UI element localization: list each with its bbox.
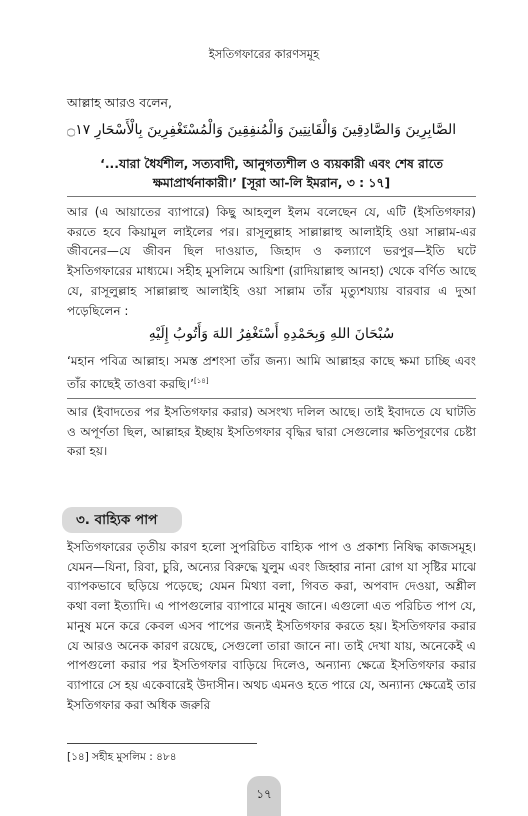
footnote-divider xyxy=(67,743,257,744)
running-head: ইসতিগফারের কারণসমূহ xyxy=(208,47,320,61)
divider xyxy=(67,398,476,399)
paragraph-4: ইসতিগফারের তৃতীয় কারণ হলো সুপরিচিত বাহ্যিক পাপ ও প্রকাশ্য নিষিদ্ধ কাজসমূহ। যেমন—যিনা, রিবা, চুরি, অন্যের বিরুদ্ধে যুলুম এবং জিহ্বার নানা রোগ যা সৃষ্টির মাঝে ব্যাপকভাবে ছড়িয়ে পড়েছে; যেমন মিথ্যা বলা, গিবত করা, অপবাদ দেওয়া, অশ্লীল কথা বলা ইত্যাদি। এ পাপগুলোর ব্যাপারে মানুষ জানে। এগুলো এত পরিচিত পাপ যে, মানুষ মনে করে কেবল এসব পাপের জন্যই ইসতিগফার করতে হয়। ইসতিগফার করার যে আরও অনেক কারণ রয়েছে, সেগুলো তারা জানে না। তাই দেখা যায়, অনেকেই এ পাপগুলো করার পর ইসতিগফার বাড়িয়ে দিলেও, অন্যান্য ক্ষেত্রে ইসতিগফার করার ব্যাপারে সে হয় একেবারেই উদাসীন। অথচ এমনও হতে পারে যে, অন্যান্য ক্ষেত্রেই তার ইসতিগফার করা অধিক জরুরি xyxy=(67,540,476,712)
dua-translation xyxy=(67,352,476,394)
dua-arabic: سُبْحَانَ اللهِ وَبِحَمْدِهِ أَسْتَغْفِرُ اللهَ وَأَتُوبُ إِلَيْهِ xyxy=(148,326,395,342)
divider xyxy=(67,196,476,197)
intro-line: আল্লাহ আরও বলেন, xyxy=(67,95,172,110)
verse-translation-line2: ক্ষমাপ্রার্থনাকারী।’ [সূরা আ-লি ইমরান, ৩ : ১৭] xyxy=(152,175,391,190)
footnote: [১৪] সহীহ মুসলিম : ৪৮৪ xyxy=(67,751,177,763)
footnote-ref: [১৪] xyxy=(194,376,209,385)
dua-translation-text: ‘মহান পবিত্র আল্লাহ। সমস্ত প্রশংসা তাঁর জন্য। আমি আল্লাহর কাছে ক্ষমা চাচ্ছি এবং তাঁর কাছেই তাওবা করছি।’ xyxy=(67,354,476,391)
paragraph-1: আর (এ আয়াতের ব্যাপারে) কিছু আহলুল ইলম বলেছেন যে, এটি (ইসতিগফার) করতে হবে কিয়ামুল লাইলের পর। রাসূলুল্লাহ সাল্লাল্লাহু আলাইহি ওয়া সাল্লাম-এর জীবনের—যে জীবন ছিল দাওয়াত, জিহাদ ও কল্যাণে ভরপুর—ইতি ঘটে ইসতিগফারের মাধ্যমে। সহীহ মুসলিমে আয়িশা (রাদিয়াল্লাহু আনহা) থেকে বর্ণিত আছে যে, রাসূলুল্লাহ সাল্লাল্লাহু আলাইহি ওয়া সাল্লাম তাঁর মৃত্যুশয্যায় বারবার এ দুআ পড়েছিলেন : xyxy=(67,205,476,318)
quran-verse-arabic: الصَّابِرِينَ وَالصَّادِقِينَ وَالْقَانِتِينَ وَالْمُنفِقِينَ وَالْمُسْتَغْفِرِينَ بِالْأَسْحَارِ ۝١٧ xyxy=(67,122,457,138)
page-number: ১৭ xyxy=(247,776,281,816)
paragraph-3: আর (ইবাদতের পর ইসতিগফার করার) অসংখ্য দলিল আছে। তাই ইবাদতে যে ঘাটতি ও অপূর্ণতা ছিল, আল্লাহর ইচ্ছায় ইসতিগফার বৃদ্ধির দ্বারা সেগুলোর ক্ষতিপূরণের চেষ্টা করা হয়। xyxy=(67,405,476,459)
section-heading: ৩. বাহ্যিক পাপ xyxy=(62,507,182,533)
verse-translation-line1: ‘...যারা ধৈর্যশীল, সত্যবাদী, আনুগত্যশীল ও ব্যয়কারী এবং শেষ রাতে xyxy=(100,156,443,171)
verse-translation xyxy=(67,154,476,192)
